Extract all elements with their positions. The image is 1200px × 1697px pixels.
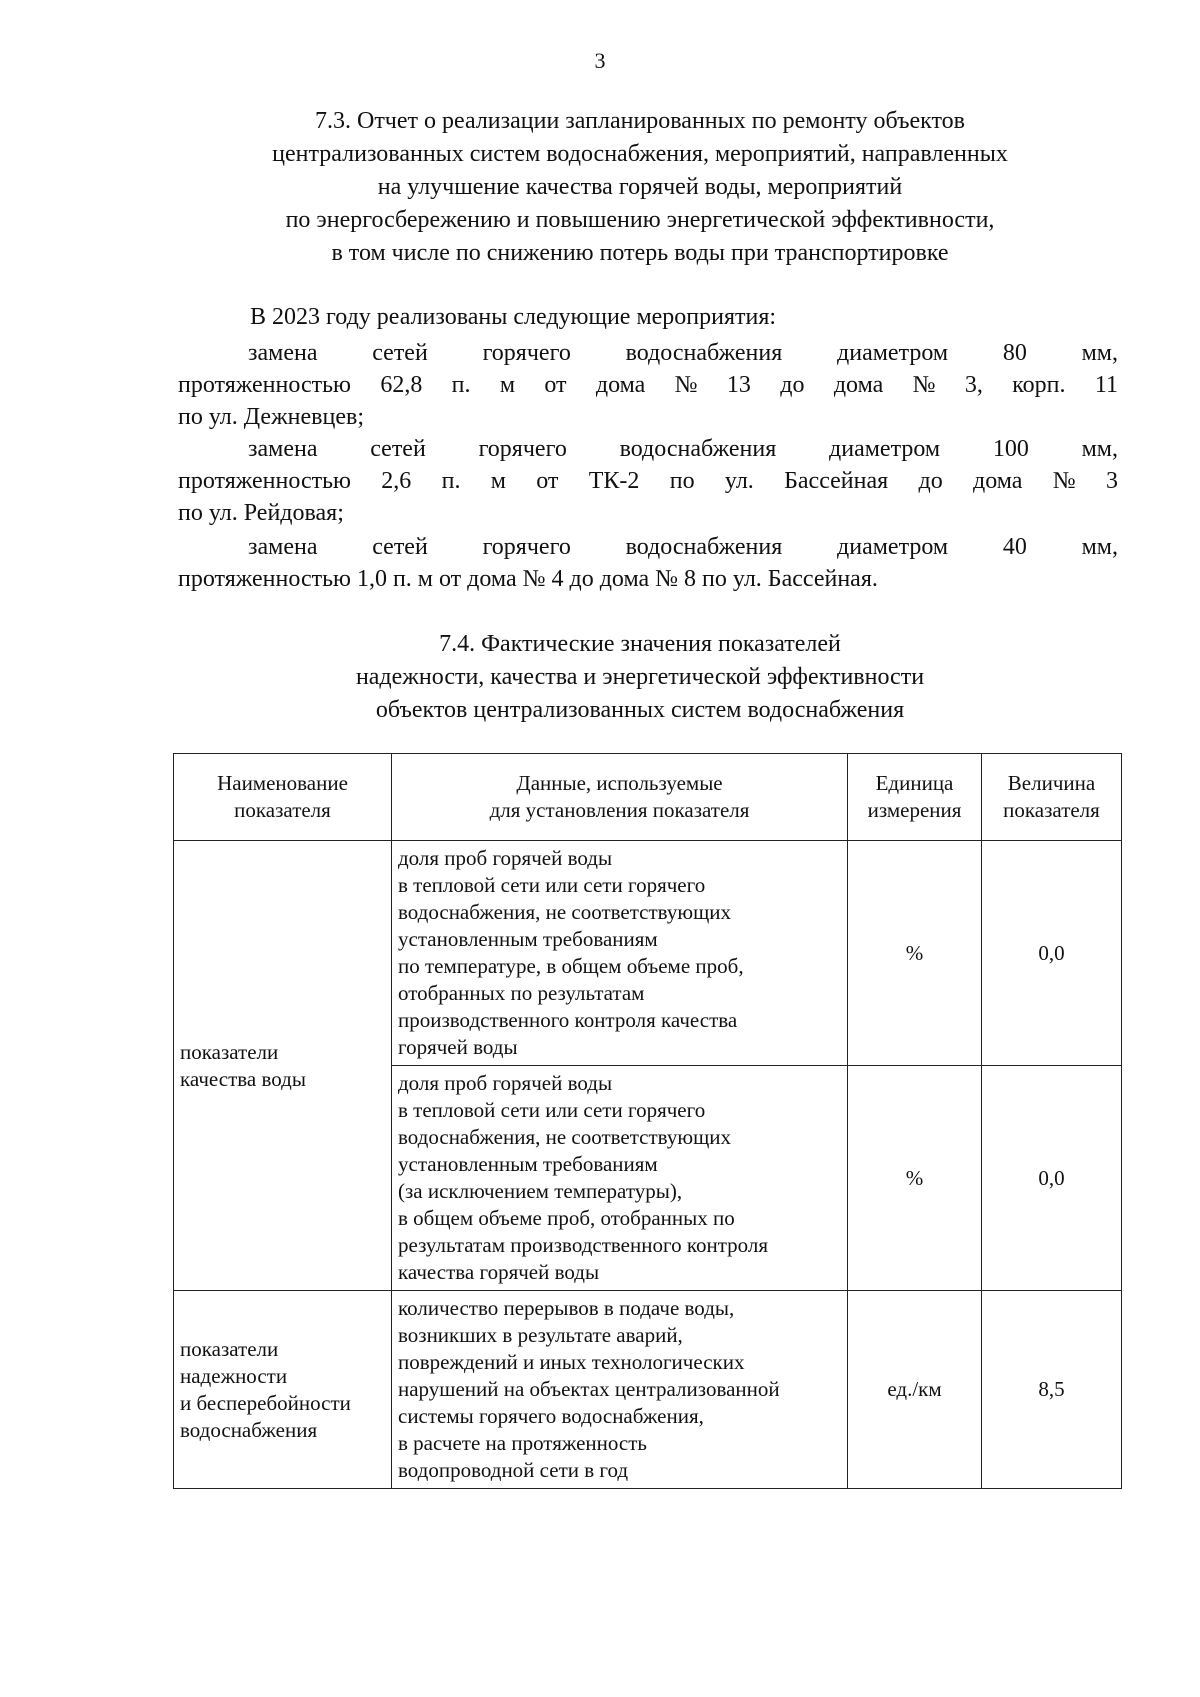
value-cell: 0,0	[982, 841, 1122, 1066]
word: до	[780, 372, 805, 398]
indicator-description-cell: количество перерывов в подаче воды, возникших в результате аварий, повреждений и иных технологических нарушений на объектах централизованной системы горячего водоснабжения, в расчете на протяженность водопроводной сети в год	[392, 1291, 848, 1489]
indicators-table	[173, 753, 1122, 1489]
measures-intro: В 2023 году реализованы следующие мероприятия:	[250, 304, 777, 330]
word: водоснабжения	[625, 340, 783, 366]
unit-cell: ед./км	[848, 1291, 982, 1489]
justified-line	[178, 465, 1118, 497]
word: 3	[1105, 468, 1118, 494]
word: от	[544, 372, 567, 398]
indicator-description-cell: доля проб горячей воды в тепловой сети или сети горячего водоснабжения, не соответствующих установленным требованиям по температуре, в общем объеме проб, отобранных по результатам производственного контроля качества горячей воды	[392, 841, 848, 1066]
title-line: на улучшение качества горячей воды, мероприятий	[377, 174, 903, 200]
word: по	[669, 468, 695, 494]
value-cell: 8,5	[982, 1291, 1122, 1489]
word: диаметром	[829, 436, 941, 462]
header-unit: Единица измерения	[848, 754, 982, 841]
section-7-3-title	[150, 105, 1130, 270]
word: 2,6	[381, 468, 412, 494]
title-line: надежности, качества и энергетической эффективности	[355, 664, 925, 690]
title-line: объектов централизованных систем водоснабжения	[375, 697, 905, 723]
word: водоснабжения	[619, 436, 777, 462]
word: дома	[833, 372, 884, 398]
word: мм,	[1081, 436, 1118, 462]
word: мм,	[1081, 340, 1118, 366]
word: корп.	[1012, 372, 1066, 398]
word: диаметром	[837, 534, 949, 560]
justified-line	[178, 433, 1118, 465]
word: 80	[1002, 340, 1027, 366]
word: дома	[973, 468, 1023, 494]
unit-cell: %	[848, 1066, 982, 1291]
header-value: Величина показателя	[982, 754, 1122, 841]
title-line: в том числе по снижению потерь воды при транспортировке	[331, 240, 949, 266]
value-cell: 0,0	[982, 1066, 1122, 1291]
table-header-row	[174, 754, 1122, 841]
word: №	[912, 372, 936, 398]
indicator-name-cell: показатели качества воды	[174, 841, 392, 1291]
word: Бассейная	[784, 468, 889, 494]
word: горячего	[478, 436, 567, 462]
word: водоснабжения	[625, 534, 783, 560]
measure-paragraph	[178, 531, 1118, 595]
word: м	[490, 468, 506, 494]
table-row	[174, 1291, 1122, 1489]
indicator-description-cell: доля проб горячей воды в тепловой сети или сети горячего водоснабжения, не соответствующих установленным требованиям (за исключением температуры), в общем объеме проб, отобранных по результатам производственного контроля качества горячей воды	[392, 1066, 848, 1291]
word: замена	[248, 534, 318, 560]
justified-line	[178, 337, 1118, 369]
word: диаметром	[837, 340, 949, 366]
word: п.	[441, 468, 461, 494]
word: замена	[248, 436, 318, 462]
word: горячего	[482, 340, 571, 366]
justified-line	[178, 531, 1118, 563]
word: 62,8	[380, 372, 423, 398]
word: мм,	[1081, 534, 1118, 560]
header-indicator-name: Наименование показателя	[174, 754, 392, 841]
word: сетей	[372, 534, 428, 560]
word: п.	[451, 372, 471, 398]
word: 13	[726, 372, 751, 398]
page-number: 3	[594, 48, 606, 73]
indicator-name-cell: показатели надежности и бесперебойности водоснабжения	[174, 1291, 392, 1489]
title-line: по энергосбережению и повышению энергетической эффективности,	[285, 207, 995, 233]
word: м	[499, 372, 516, 398]
word: 40	[1002, 534, 1027, 560]
word: 100	[992, 436, 1029, 462]
paragraph-line: по ул. Рейдовая;	[178, 500, 344, 526]
measure-paragraph	[178, 337, 1118, 433]
word: замена	[248, 340, 318, 366]
measure-paragraph	[178, 433, 1118, 529]
title-line: 7.3. Отчет о реализации запланированных по ремонту объектов	[314, 108, 965, 134]
word: от	[536, 468, 559, 494]
paragraph-line: по ул. Дежневцев;	[178, 404, 364, 430]
word: горячего	[482, 534, 571, 560]
unit-cell: %	[848, 841, 982, 1066]
table-row	[174, 841, 1122, 1066]
word: дома	[595, 372, 646, 398]
word: протяженностью	[178, 468, 351, 494]
word: сетей	[372, 340, 428, 366]
word: 3,	[964, 372, 983, 398]
word: сетей	[370, 436, 426, 462]
paragraph-line: протяженностью 1,0 п. м от дома № 4 до дома № 8 по ул. Бассейная.	[178, 566, 878, 592]
header-source-data: Данные, используемые для установления показателя	[392, 754, 848, 841]
title-line: централизованных систем водоснабжения, мероприятий, направленных	[272, 141, 1008, 167]
word: №	[1052, 468, 1076, 494]
word: протяженностью	[178, 372, 351, 398]
word: ул.	[724, 468, 754, 494]
title-line: 7.4. Фактические значения показателей	[439, 631, 841, 657]
word: до	[918, 468, 943, 494]
justified-line	[178, 369, 1118, 401]
word: ТК-2	[588, 468, 640, 494]
word: 11	[1094, 372, 1118, 398]
word: №	[674, 372, 698, 398]
section-7-4-title	[150, 628, 1130, 727]
